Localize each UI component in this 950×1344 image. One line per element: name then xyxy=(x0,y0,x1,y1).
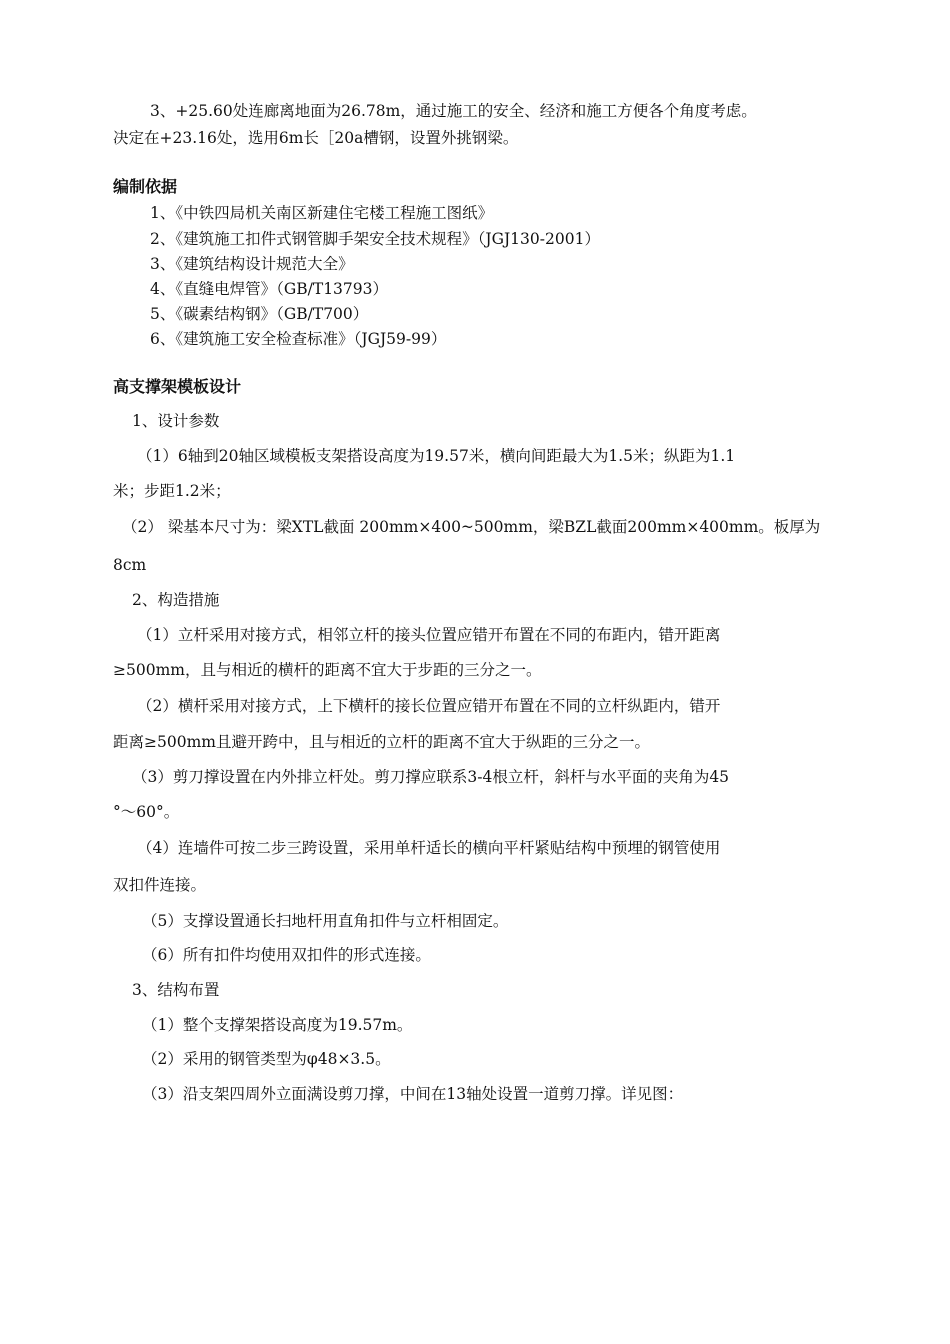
intro-line-2: 决定在+23.16处，选用6m长［20a槽钢，设置外挑钢梁。 xyxy=(113,129,519,147)
body-line: 米；步距1.2米； xyxy=(113,482,231,500)
body-line: （2）横杆采用对接方式，上下横杆的接长位置应错开布置在不同的立杆纵距内，错开 xyxy=(137,697,721,715)
body-line: （2）采用的钢管类型为φ48×3.5。 xyxy=(142,1050,391,1068)
basis-item: 3、《建筑结构设计规范大全》 xyxy=(150,255,354,273)
section-title: 3、结构布置 xyxy=(132,981,220,999)
body-line: （2） 梁基本尺寸为：梁XTL截面 200mm×400~500mm，梁BZL截面200mm×400mm。板厚为 xyxy=(122,518,821,536)
basis-item: 5、《碳素结构钢》（GB/T700） xyxy=(150,305,369,323)
basis-item: 4、《直缝电焊管》（GB/T13793） xyxy=(150,280,389,298)
body-line: ≥500mm，且与相近的横杆的距离不宜大于步距的三分之一。 xyxy=(113,661,542,679)
intro-line-1: 3、+25.60处连廊离地面为26.78m，通过施工的安全、经济和施工方便各个角度考虑。 xyxy=(150,102,757,120)
body-line: （1）整个支撑架搭设高度为19.57m。 xyxy=(142,1016,413,1034)
body-line: 8cm xyxy=(113,556,147,574)
body-line: （3）剪刀撑设置在内外排立杆处。剪刀撑应联系3-4根立杆，斜杆与水平面的夹角为45 xyxy=(132,768,730,786)
body-line: （1）6轴到20轴区域模板支架搭设高度为19.57米，横向间距最大为1.5米；纵距为1.1 xyxy=(137,447,736,465)
section-title: 2、构造措施 xyxy=(132,591,220,609)
basis-heading: 编制依据 xyxy=(113,177,178,196)
body-line: （6）所有扣件均使用双扣件的形式连接。 xyxy=(142,946,431,964)
body-line: °～60°。 xyxy=(113,803,180,821)
body-line: （1）立杆采用对接方式，相邻立杆的接头位置应错开布置在不同的布距内，错开距离 xyxy=(137,626,721,644)
body-line: （3）沿支架四周外立面满设剪刀撑，中间在13轴处设置一道剪刀撑。详见图： xyxy=(142,1085,684,1103)
body-line: （4）连墙件可按二步三跨设置，采用单杆适长的横向平杆紧贴结构中预埋的钢管使用 xyxy=(137,839,721,857)
body-line: （5）支撑设置通长扫地杆用直角扣件与立杆相固定。 xyxy=(142,912,509,930)
design-heading: 高支撑架模板设计 xyxy=(113,377,242,396)
section-title: 1、设计参数 xyxy=(132,412,220,430)
body-line: 双扣件连接。 xyxy=(113,876,207,894)
basis-item: 2、《建筑施工扣件式钢管脚手架安全技术规程》（JGJ130-2001） xyxy=(150,230,600,248)
basis-item: 6、《建筑施工安全检查标准》（JGJ59-99） xyxy=(150,330,447,348)
basis-item: 1、《中铁四局机关南区新建住宅楼工程施工图纸》 xyxy=(150,204,494,222)
body-line: 距离≥500mm且避开跨中，且与相近的立杆的距离不宜大于纵距的三分之一。 xyxy=(113,733,650,751)
